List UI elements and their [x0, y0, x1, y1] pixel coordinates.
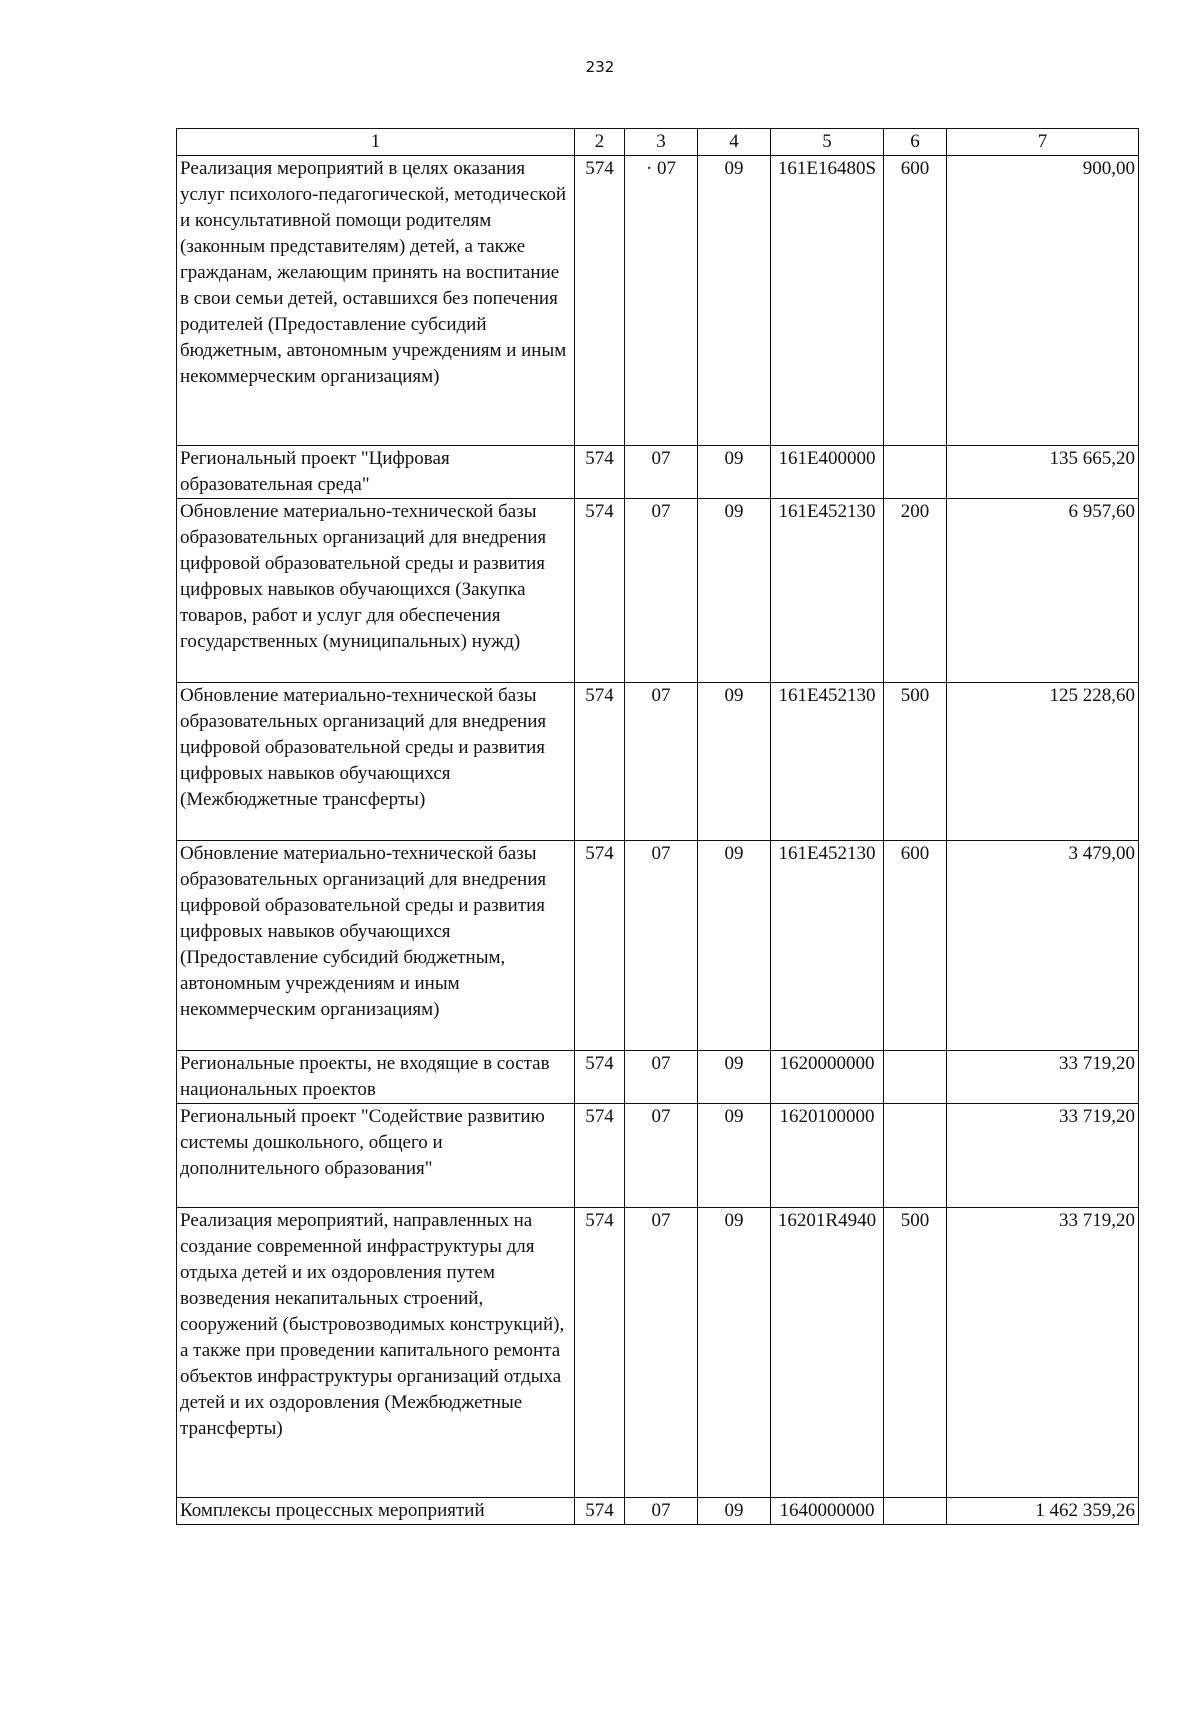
row-description: Региональные проекты, не входящие в состав национальных проектов — [177, 1051, 575, 1104]
cell-amount: 33 719,20 — [947, 1104, 1139, 1208]
cell-target-article: 1620000000 — [771, 1051, 884, 1104]
cell-ministry-code: 574 — [575, 499, 625, 683]
cell-amount: 3 479,00 — [947, 841, 1139, 1051]
cell-expense-type: 600 — [884, 841, 947, 1051]
column-header-row — [177, 129, 1139, 156]
table-row — [177, 446, 1139, 499]
cell-ministry-code: 574 — [575, 1498, 625, 1525]
cell-expense-type: 500 — [884, 683, 947, 841]
cell-target-article: 161E452130 — [771, 499, 884, 683]
cell-ministry-code: 574 — [575, 683, 625, 841]
cell-target-article: 1640000000 — [771, 1498, 884, 1525]
cell-target-article: 1620100000 — [771, 1104, 884, 1208]
cell-expense-type — [884, 446, 947, 499]
row-description: Реализация мероприятий в целях оказания услуг психолого-педагогической, методической и консультативной помощи родителям (законным представителям) детей, а также гражданам, желающим принять на воспитание в свои семьи детей, оставшихся без попечения родителей (Предоставление субсидий бюджетным, автономным учреждениям и иным некоммерческим организациям) — [177, 156, 575, 446]
column-header: 7 — [947, 129, 1139, 156]
table-row — [177, 1498, 1139, 1525]
cell-subsection: 09 — [698, 446, 771, 499]
cell-target-article: 161E16480S — [771, 156, 884, 446]
table-row — [177, 156, 1139, 446]
row-description: Обновление материально-технической базы образовательных организаций для внедрения цифровой образовательной среды и развития цифровых навыков обучающихся (Межбюджетные трансферты) — [177, 683, 575, 841]
column-header: 2 — [575, 129, 625, 156]
cell-target-article: 161E452130 — [771, 841, 884, 1051]
row-description: Региональный проект "Содействие развитию системы дошкольного, общего и дополнительного образования" — [177, 1104, 575, 1208]
cell-amount: 6 957,60 — [947, 499, 1139, 683]
row-description: Региональный проект "Цифровая образовательная среда" — [177, 446, 575, 499]
row-description: Обновление материально-технической базы образовательных организаций для внедрения цифровой образовательной среды и развития цифровых навыков обучающихся (Предоставление субсидий бюджетным, автономным учреждениям и иным некоммерческим организациям) — [177, 841, 575, 1051]
page-number: 232 — [585, 58, 615, 76]
column-header: 1 — [177, 129, 575, 156]
row-description: Обновление материально-технической базы образовательных организаций для внедрения цифровой образовательной среды и развития цифровых навыков обучающихся (Закупка товаров, работ и услуг для обеспечения государственных (муниципальных) нужд) — [177, 499, 575, 683]
cell-expense-type: 200 — [884, 499, 947, 683]
cell-section: 07 — [625, 1498, 698, 1525]
cell-expense-type — [884, 1104, 947, 1208]
cell-expense-type — [884, 1051, 947, 1104]
cell-subsection: 09 — [698, 1104, 771, 1208]
cell-subsection: 09 — [698, 683, 771, 841]
table-row — [177, 841, 1139, 1051]
table-row — [177, 1104, 1139, 1208]
cell-amount: 33 719,20 — [947, 1051, 1139, 1104]
cell-ministry-code: 574 — [575, 1208, 625, 1498]
cell-amount: 125 228,60 — [947, 683, 1139, 841]
cell-subsection: 09 — [698, 1208, 771, 1498]
cell-target-article: 161E400000 — [771, 446, 884, 499]
cell-subsection: 09 — [698, 1498, 771, 1525]
cell-expense-type: 600 — [884, 156, 947, 446]
column-header: 3 — [625, 129, 698, 156]
row-description: Комплексы процессных мероприятий — [177, 1498, 575, 1525]
cell-amount: 135 665,20 — [947, 446, 1139, 499]
cell-subsection: 09 — [698, 841, 771, 1051]
cell-subsection: 09 — [698, 499, 771, 683]
table-row — [177, 499, 1139, 683]
cell-amount: 33 719,20 — [947, 1208, 1139, 1498]
cell-ministry-code: 574 — [575, 841, 625, 1051]
table-row — [177, 1208, 1139, 1498]
cell-ministry-code: 574 — [575, 156, 625, 446]
cell-ministry-code: 574 — [575, 446, 625, 499]
table-row — [177, 683, 1139, 841]
cell-target-article: 16201R4940 — [771, 1208, 884, 1498]
cell-subsection: 09 — [698, 156, 771, 446]
cell-amount: 900,00 — [947, 156, 1139, 446]
cell-expense-type — [884, 1498, 947, 1525]
cell-subsection: 09 — [698, 1051, 771, 1104]
cell-section: · 07 — [625, 156, 698, 446]
row-description: Реализация мероприятий, направленных на создание современной инфраструктуры для отдыха детей и их оздоровления путем возведения некапитальных строений, сооружений (быстровозводимых конструкций), а также при проведении капитального ремонта объектов инфраструктуры организаций отдыха детей и их оздоровления (Межбюджетные трансферты) — [177, 1208, 575, 1498]
cell-amount: 1 462 359,26 — [947, 1498, 1139, 1525]
cell-ministry-code: 574 — [575, 1051, 625, 1104]
budget-table — [176, 128, 1139, 1525]
cell-section: 07 — [625, 446, 698, 499]
cell-ministry-code: 574 — [575, 1104, 625, 1208]
column-header: 4 — [698, 129, 771, 156]
cell-expense-type: 500 — [884, 1208, 947, 1498]
cell-section: 07 — [625, 1051, 698, 1104]
cell-section: 07 — [625, 683, 698, 841]
cell-target-article: 161E452130 — [771, 683, 884, 841]
table-row — [177, 1051, 1139, 1104]
cell-section: 07 — [625, 841, 698, 1051]
column-header: 5 — [771, 129, 884, 156]
cell-section: 07 — [625, 1208, 698, 1498]
cell-section: 07 — [625, 1104, 698, 1208]
cell-section: 07 — [625, 499, 698, 683]
column-header: 6 — [884, 129, 947, 156]
